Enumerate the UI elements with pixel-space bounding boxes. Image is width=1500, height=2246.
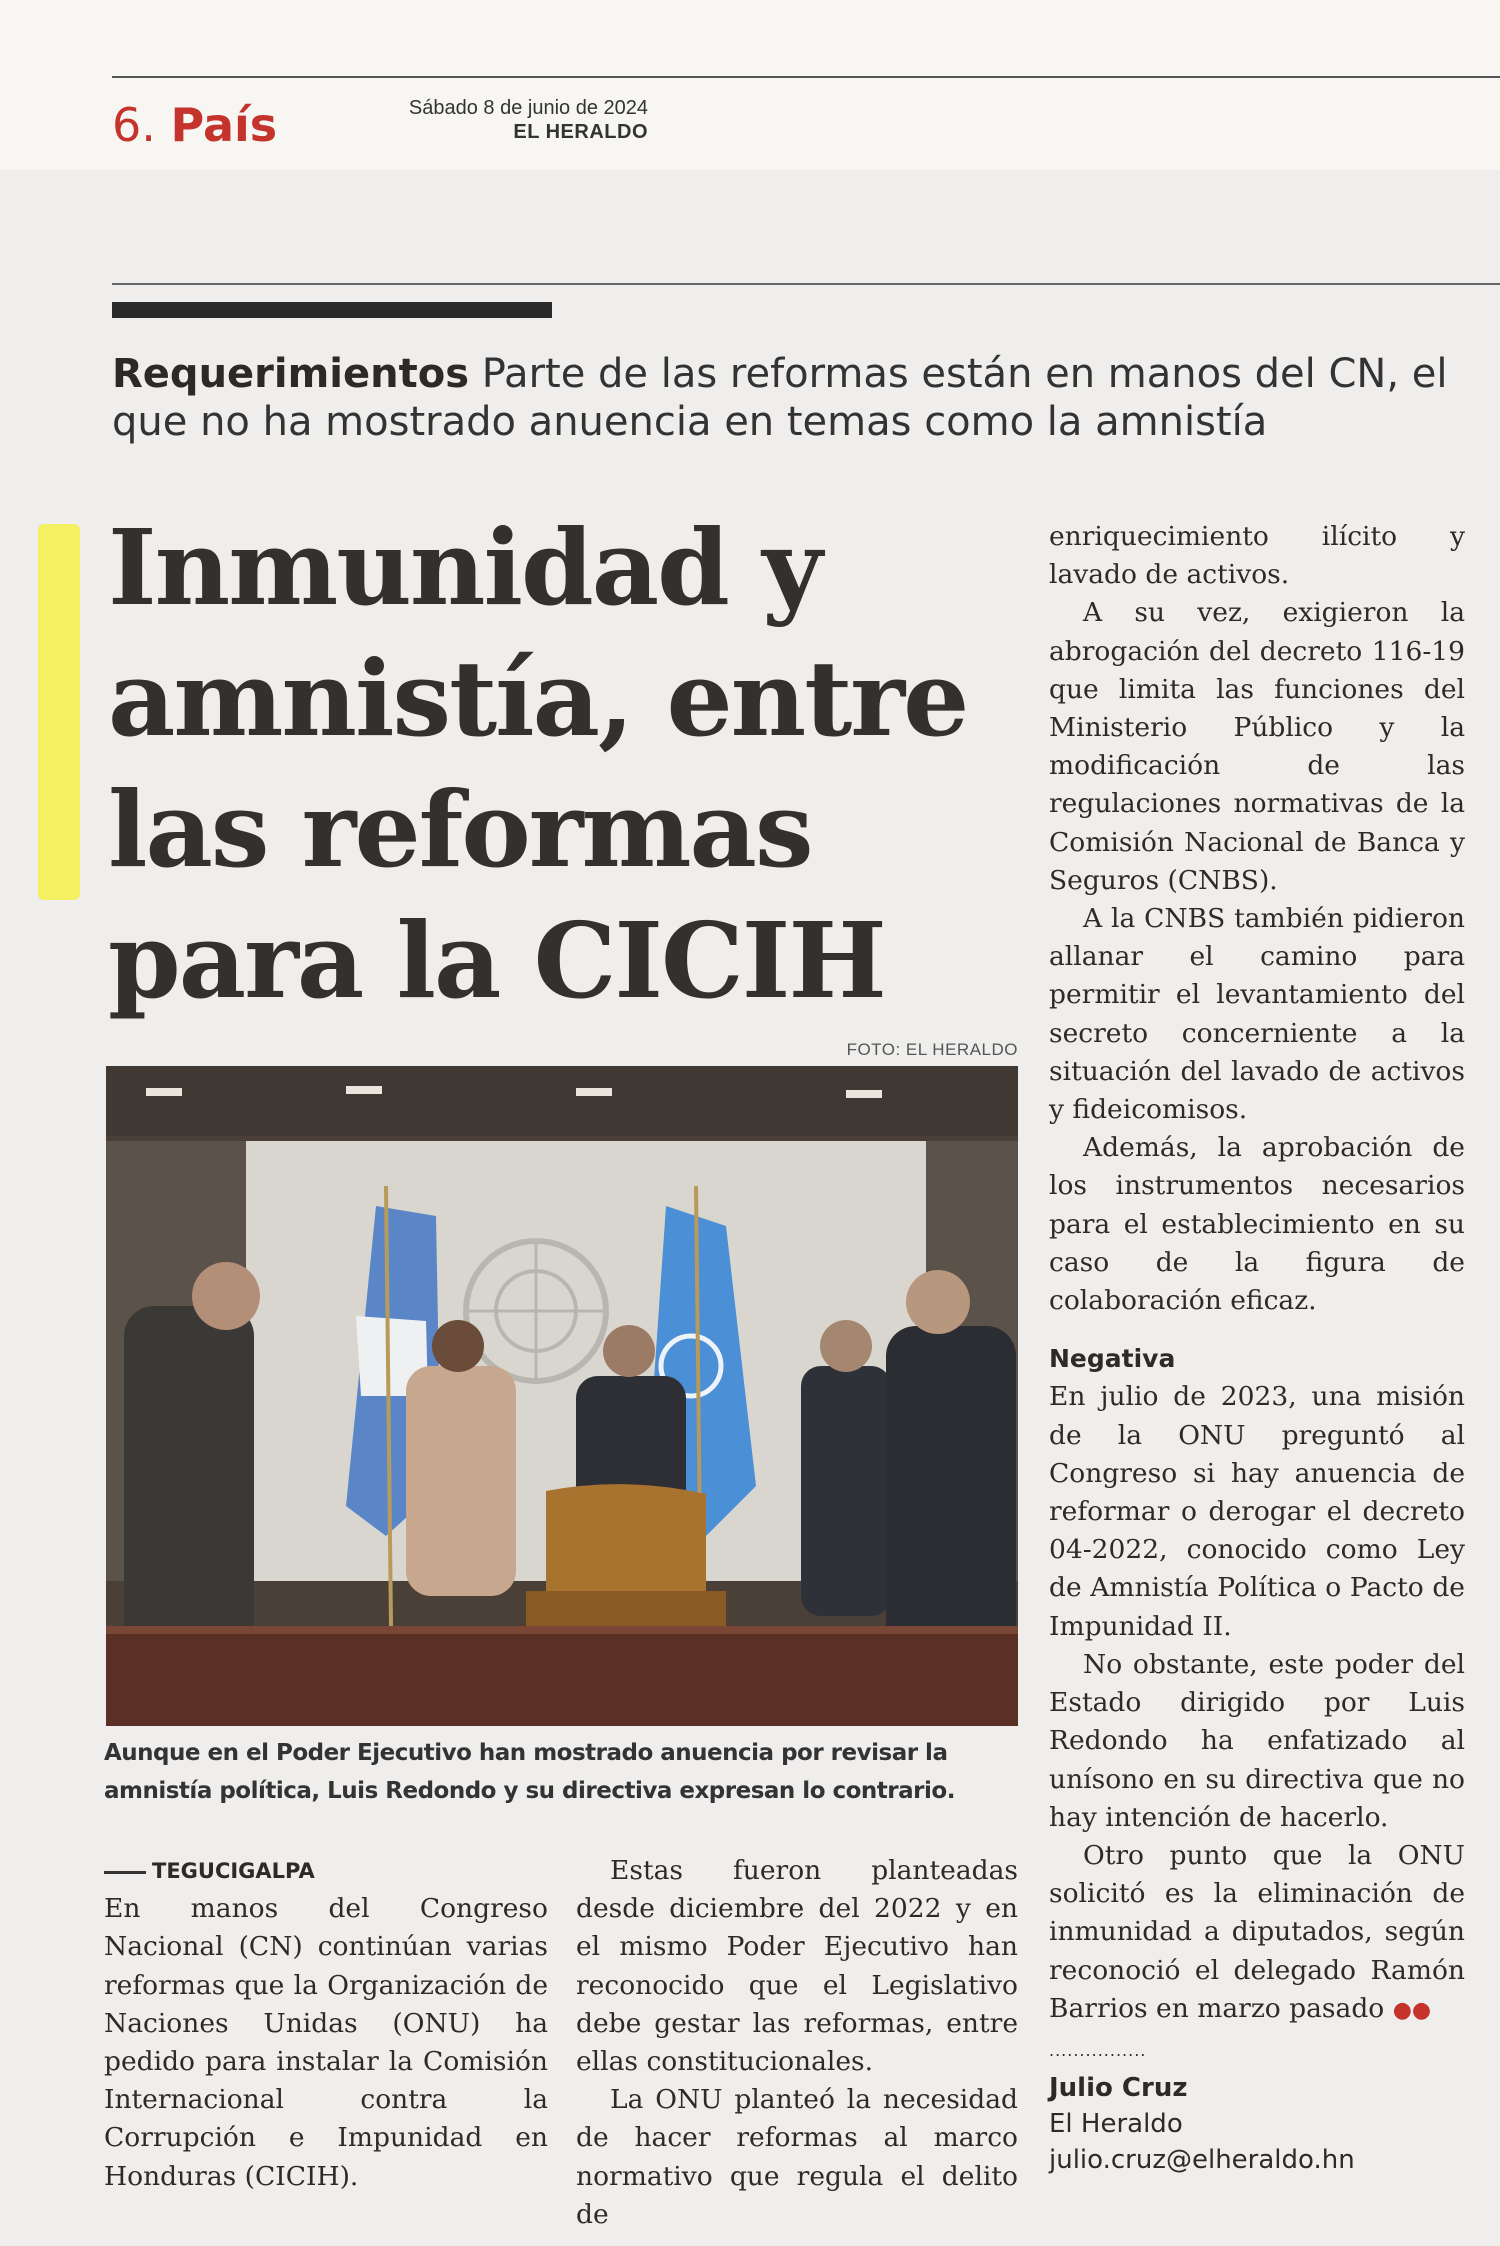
end-mark: ●● — [1392, 1997, 1432, 2023]
byline — [1049, 2070, 1465, 2178]
signature-separator: ................ — [1049, 2040, 1147, 2060]
paragraph-last — [1049, 1837, 1465, 2030]
top-rule — [112, 76, 1500, 78]
page-number-section — [112, 98, 277, 152]
author-name: Julio Cruz — [1049, 2073, 1188, 2104]
dateline — [380, 96, 648, 144]
paragraph: En manos del Congreso Nacional (CN) continúan varias reformas que la Organización de Naciones Unidas (ONU) ha pedido para instalar la Comisión Internacional contra la Corrupción e Impunidad en Honduras (CICIH). — [104, 1893, 548, 2192]
newspaper-name: EL HERALDO — [513, 121, 648, 143]
kicker-bar — [112, 302, 552, 318]
author-email: julio.cruz@elheraldo.hn — [1049, 2145, 1355, 2176]
paragraph: enriquecimiento ilícito y lavado de activos. — [1049, 521, 1465, 591]
paragraph: Estas fueron planteadas desde diciembre del 2022 y en el mismo Poder Ejecutivo han reconocido que el Legislativo debe gestar las reformas, entre ellas constitucionales. — [576, 1855, 1018, 2078]
paragraph: A la CNBS también pidieron allanar el camino para permitir el levantamiento del secreto concerniente a la situación del lavado de activos y fideicomisos. — [1049, 903, 1465, 1126]
paragraph: En julio de 2023, una misión de la ONU preguntó al Congreso si hay anuencia de reformar o derogar el decreto 04-2022, conocido como Ley de Amnistía Política o Pacto de Impunidad II. — [1049, 1381, 1465, 1642]
dateline-dash — [104, 1871, 146, 1874]
headline: Inmunidad y amnistía, entre las reformas para la CICIH — [108, 506, 968, 1022]
photo-caption: Aunque en el Poder Ejecutivo han mostrado anuencia por revisar la amnistía política, Luis Redondo y su directiva expresan lo contrario. — [104, 1740, 955, 1804]
author-outlet: El Heraldo — [1049, 2109, 1183, 2140]
section-rule — [112, 283, 1500, 285]
section-name: País — [170, 98, 278, 152]
highlighter-mark — [38, 524, 80, 900]
paragraph: La ONU planteó la necesidad de hacer reformas al marco normativo que regula el delito de — [576, 2084, 1018, 2230]
photo-credit: FOTO: EL HERALDO — [846, 1040, 1018, 1059]
subhead: Negativa — [1049, 1344, 1176, 1374]
paragraph: Además, la aprobación de los instrumentos necesarios para el establecimiento en su caso de la figura de colaboración eficaz. — [1049, 1132, 1465, 1317]
article-column-2 — [576, 1852, 1018, 2234]
news-photo — [106, 1066, 1018, 1726]
paragraph: No obstante, este poder del Estado dirigido por Luis Redondo ha enfatizado al unísono en su directiva que no hay intención de hacerlo. — [1049, 1648, 1465, 1833]
page-number: 6. — [112, 98, 156, 152]
kicker-label: Requerimientos — [112, 351, 470, 397]
kicker — [112, 350, 1472, 446]
dateline-city: TEGUCIGALPA — [152, 1859, 315, 1883]
dateline-location — [104, 1852, 548, 1890]
issue-date: Sábado 8 de junio de 2024 — [408, 97, 648, 119]
photo-illustration — [106, 1066, 1018, 1726]
kicker-text: Parte de las reformas están en manos del CN, el que no ha mostrado anuencia en temas como la amnistía — [112, 351, 1448, 445]
article-column-3 — [1049, 518, 1465, 2178]
paragraph: A su vez, exigieron la abrogación del decreto 116-19 que limita las funciones del Ministerio Público y la modificación de las regulaciones normativas de la Comisión Nacional de Banca y Seguros (CNBS). — [1049, 597, 1465, 896]
article-column-1 — [104, 1852, 548, 2196]
paragraph-text: Otro punto que la ONU solicitó es la eliminación de inmunidad a diputados, según reconoció el delegado Ramón Barrios en marzo pasado — [1049, 1839, 1465, 2024]
